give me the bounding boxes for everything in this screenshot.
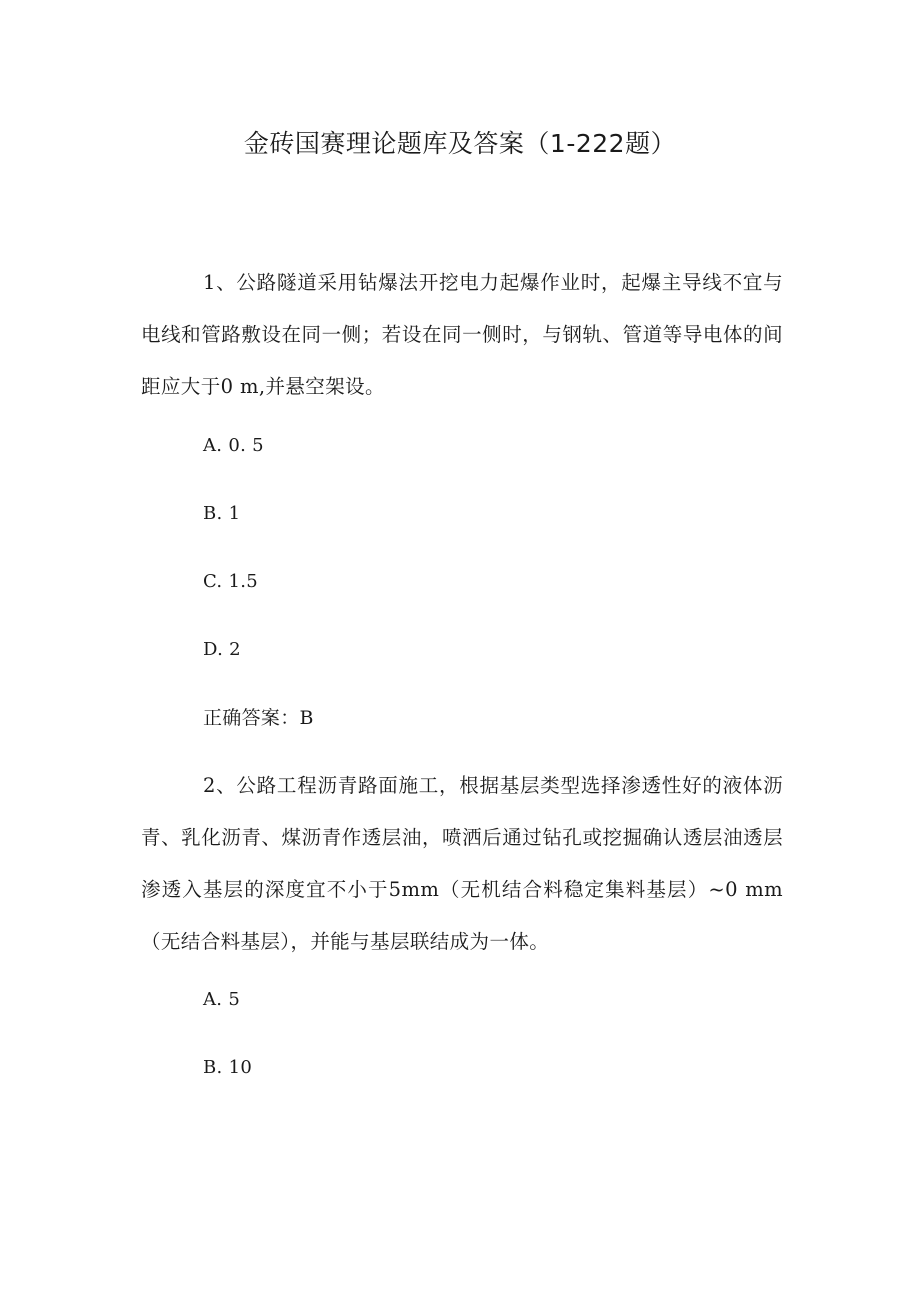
question-2-stem: 2、公路工程沥青路面施工，根据基层类型选择渗透性好的液体沥青、乳化沥青、煤沥青作透层油，喷洒后通过钻孔或挖掘确认透层油透层渗透入基层的深度宜不小于5mm（无机结合料稳定集料基层）~0 mm （无结合料基层），并能与基层联结成为一体。: [141, 774, 783, 953]
question-1-option-a: A. 0. 5: [203, 435, 264, 456]
question-2-option-a: A. 5: [203, 989, 241, 1010]
question-2-option-b: B. 10: [203, 1057, 253, 1078]
question-1-option-b: B. 1: [203, 503, 241, 524]
question-1-stem: 1、公路隧道采用钻爆法开挖电力起爆作业时，起爆主导线不宜与电线和管路敷设在同一侧；若设在同一侧时，与钢轨、管道等导电体的间距应大于0 m,并悬空架设。: [141, 271, 783, 398]
document-title: 金砖国赛理论题库及答案（1-222题）: [243, 129, 677, 158]
question-1-answer: 正确答案：B: [203, 707, 314, 729]
question-1-option-d: D. 2: [203, 639, 241, 660]
question-1-option-c: C. 1.5: [203, 571, 259, 592]
